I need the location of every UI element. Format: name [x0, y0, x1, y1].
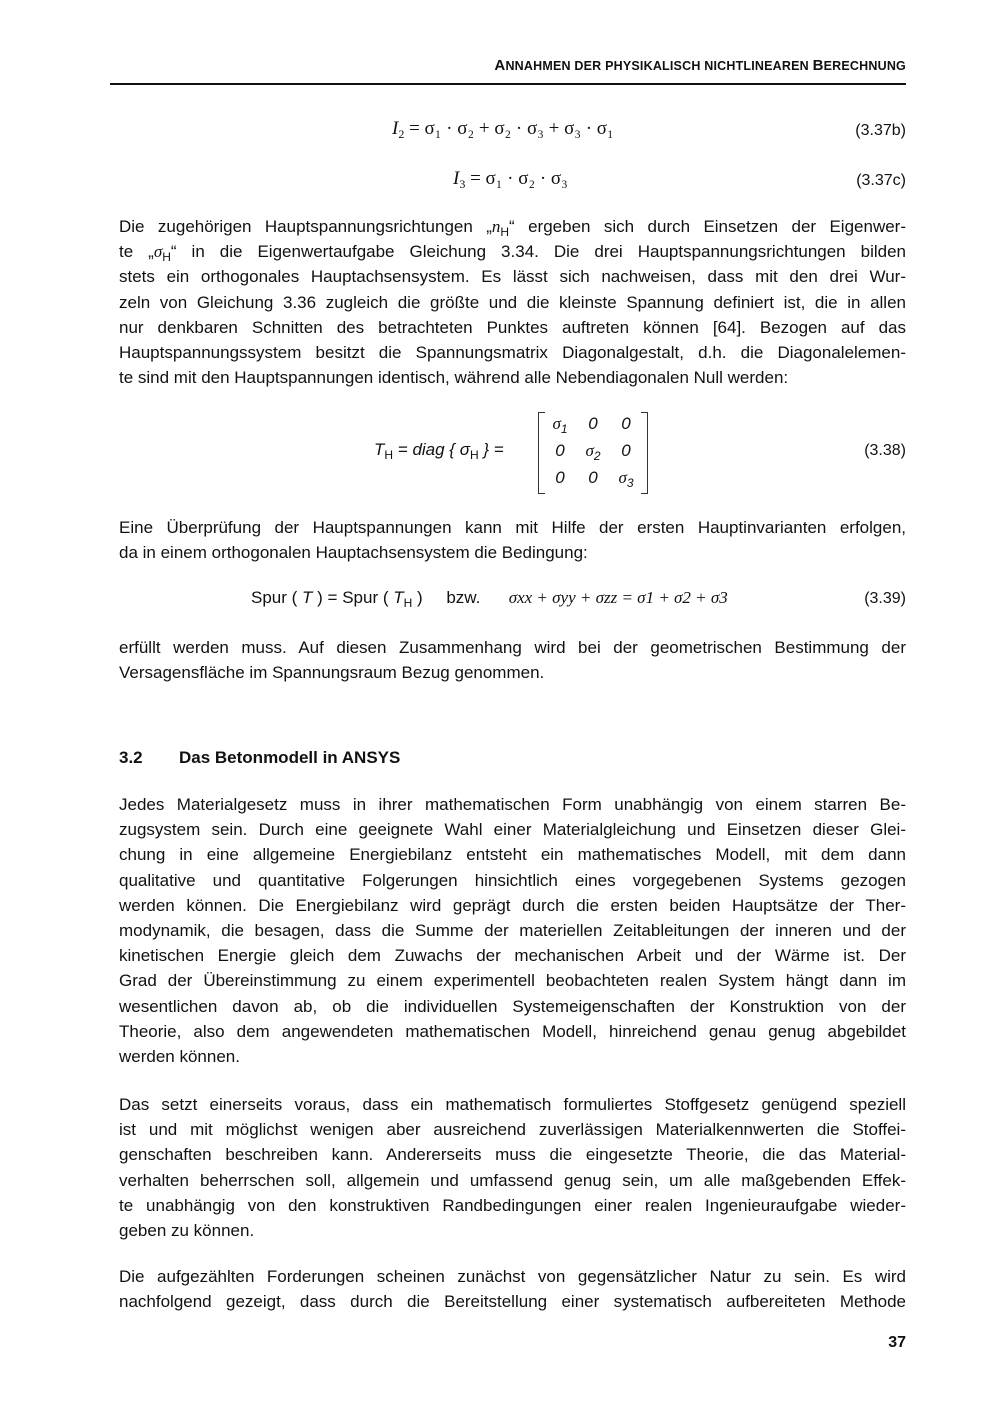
equation-number: (3.37b) — [855, 122, 906, 139]
equation-number: (3.38) — [864, 442, 906, 459]
section-heading: 3.2 Das Betonmodell in ANSYS — [119, 748, 401, 767]
paragraph: erfüllt werden muss. Auf diesen Zusammenhang wird bei der geometrischen Bestimmung der Versagensfläche im Spannungsraum Bezug genommen. — [119, 638, 906, 683]
equation-3-39: Spur ( T ) = Spur ( $T_H$ ) bzw. σxx + σyy + σzz = σ1 + σ2 + σ3 — [251, 588, 728, 610]
paragraph: Die aufgezählten Forderungen scheinen zunächst von gegensätzlicher Natur zu sein. Es wird nachfolgend gezeigt, dass durch die Bereitstellung einer systematisch aufbereiteten Methode — [119, 1267, 906, 1312]
equation-3-37c: $I_3 = \sigma_1 \cdot \sigma_2 \cdot \sigma_3$ — [453, 168, 568, 191]
paragraph: Jedes Materialgesetz muss in ihrer mathematischen Form unabhängig von einem starren Be- zugsystem sein. Durch eine geeignete Wahl einer Materialgleichung und Einsetzen dieser Glei- chung in eine allgemeine Energiebilanz entsteht ein mathematisches Modell, mit dem dann qualitative und quantitative Folgerungen hinsichtlich eines vorgegebenen Systems gezogen werden können. Die Energiebilanz wird geprägt durch die ersten beiden Hauptsätze der Ther- modynamik, die besagen, dass die Summe der materiellen Zeitableitungen der inneren und der kinetischen Energie gleich dem Zuwachs der mechanischen Arbeit und der Wärme ist. Der Grad der Übereinstimmung zu einem experimentell beobachteten realen System hängt dann im wesentlichen davon ab, ob die individuellen Systemeigenschaften der Konstruktion von der Theorie, also dem angewendeten mathematischen Modell, hinreichend genau genug abgebildet werden können. — [119, 795, 906, 1066]
paragraph: Das setzt einerseits voraus, dass ein mathematisch formuliertes Stoffgesetz genügend speziell ist und mit möglichst wenigen aber ausreichend zuverlässigen Materialkennwerten die Stoffei- genschaften beschreiben kann. Andererseits muss die eingesetzte Theorie, die das Material- verhalten beherrschen soll, allgemein und umfassend genug sein, um alle maßgebenden Effek- te unabhängig von den konstruktiven Randbedingungen einer realen Ingenieuraufgabe wieder- geben zu können. — [119, 1095, 906, 1240]
equation-number: (3.37c) — [856, 172, 906, 189]
header-rule — [110, 83, 906, 85]
diagonal-matrix: $\sigma_1$ 0 0 0 $\sigma_2$ 0 0 0 $\sigma_3$ — [538, 412, 648, 494]
equation-number: (3.39) — [864, 590, 906, 607]
running-header: ANNAHMEN DER PHYSIKALISCH NICHTLINEAREN BERECHNUNG — [494, 57, 906, 74]
equation-3-38: $T_H$ = diag { $\sigma_H$ } = — [374, 440, 504, 462]
equation-3-37b: $I_2 = \sigma_1 \cdot \sigma_2 + \sigma_2 \cdot \sigma_3 + \sigma_3 \cdot \sigma_1$ — [392, 118, 614, 141]
paragraph: Die zugehörigen Hauptspannungsrichtungen $„n_H“$ ergeben sich durch Einsetzen der Eigenwer- te $„\sigma_H“$ in die Eigenwertaufgabe Gleichung 3.34. Die drei Hauptspannungsrichtungen bilden stets ein orthogonales Hauptachsensystem. Es lässt sich nachweisen, dass mit den drei Wur- zeln von Gleichung 3.36 zugleich die größte und die kleinste Spannung definiert ist, die in allen nur denkbaren Schnitten des betrachteten Punktes auftreten können [64]. Bezogen auf das Hauptspannungssystem besitzt die Spannungsmatrix Diagonalgestalt, d.h. die Diagonalelemen- te sind mit den Hauptspannungen identisch, während alle Nebendiagonalen Null werden: — [119, 217, 907, 388]
page-number: 37 — [888, 1334, 906, 1351]
paragraph: Eine Überprüfung der Hauptspannungen kann mit Hilfe der ersten Hauptinvarianten erfolgen, da in einem orthogonalen Hauptachsensystem die Bedingung: — [119, 518, 906, 563]
